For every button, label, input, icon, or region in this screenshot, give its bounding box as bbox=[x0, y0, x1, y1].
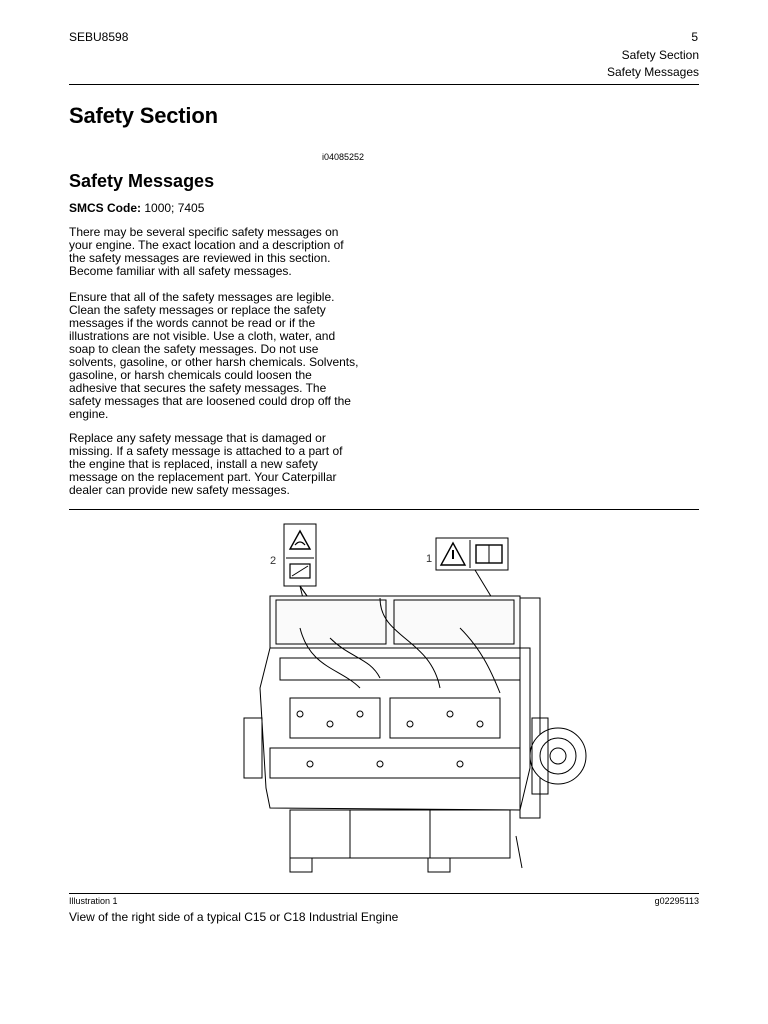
breadcrumb-topic: Safety Messages bbox=[606, 65, 699, 79]
paragraph-2: Ensure that all of the safety messages are legible. Clean the safety messages or replace the safety messages if the words cannot be read or if the illustrations are not visible. Use a cloth, water, and soap to clean the safety messages. Do not use solvents, gasoline, or other harsh chemicals. Solvents, gasoline, or harsh chemicals could loosen the adhesive that secures the safety messages. The safety messages that are loosened could drop off the engine. bbox=[69, 290, 359, 421]
illustration-top-rule bbox=[69, 509, 699, 510]
header-rule bbox=[69, 84, 699, 85]
illustration-bottom-rule bbox=[69, 893, 699, 894]
doc-number: SEBU8598 bbox=[69, 30, 129, 44]
callout-2: 2 bbox=[270, 555, 277, 567]
doc-id: i04085252 bbox=[322, 152, 365, 162]
smcs-value: 1000; 7405 bbox=[144, 201, 205, 215]
smcs-code bbox=[69, 201, 204, 215]
engine-illustration bbox=[230, 518, 590, 888]
paragraph-1: There may be several specific safety messages on your engine. The exact location and a description of the safety messages are reviewed in this section. Become familiar with all safety messages. bbox=[69, 225, 344, 278]
page-number: 5 bbox=[691, 30, 698, 44]
breadcrumb-section: Safety Section bbox=[621, 48, 699, 62]
illustration-code: g02295113 bbox=[654, 896, 699, 906]
smcs-label: SMCS Code: bbox=[69, 201, 141, 215]
section-title: Safety Section bbox=[69, 103, 218, 128]
callout-1: 1 bbox=[426, 553, 433, 565]
illustration-caption: View of the right side of a typical C15 or C18 Industrial Engine bbox=[69, 910, 399, 924]
article-title: Safety Messages bbox=[69, 171, 215, 191]
paragraph-3: Replace any safety message that is damaged or missing. If a safety message is attached to a part of the engine that is replaced, install a new safety message on the replacement part. Your Caterpillar dealer can provide new safety messages. bbox=[69, 431, 343, 497]
illustration-label: Illustration 1 bbox=[69, 896, 118, 906]
